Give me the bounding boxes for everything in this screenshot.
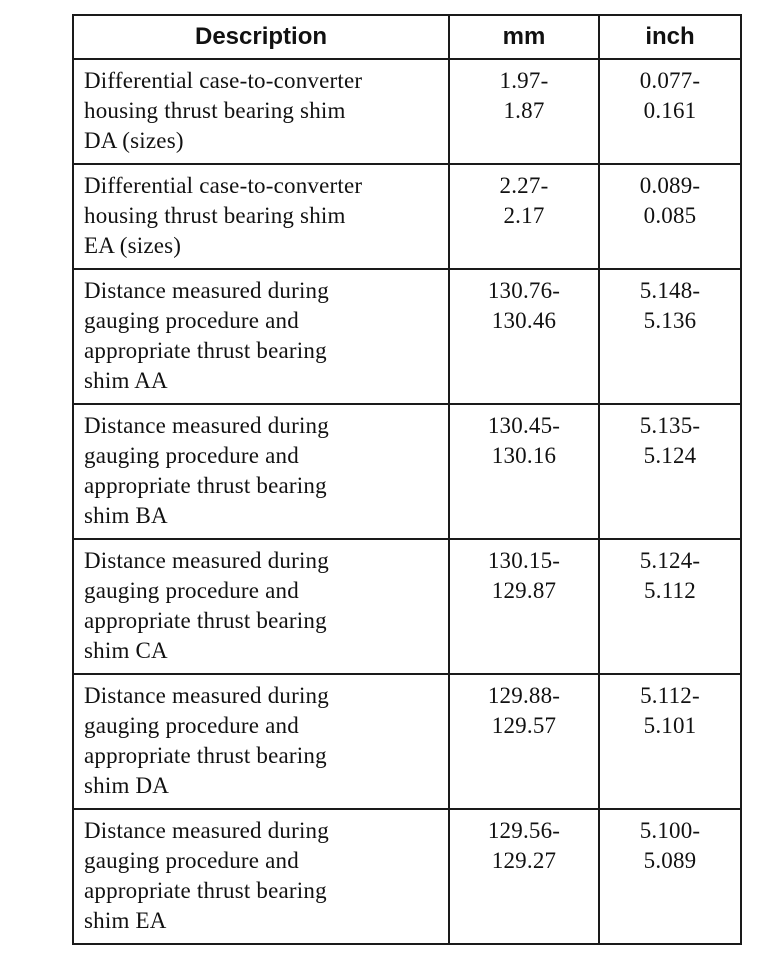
description-line: Distance measured during	[84, 413, 329, 438]
table-row	[73, 269, 741, 404]
inch-value-upper: 5.148-	[639, 278, 701, 303]
description-cell	[73, 164, 449, 269]
mm-cell	[449, 59, 599, 164]
specification-table	[72, 14, 742, 945]
inch-value-upper: 5.100-	[639, 818, 701, 843]
mm-value-lower: 130.16	[491, 443, 557, 468]
description-cell	[73, 539, 449, 674]
description-line: shim BA	[84, 503, 168, 528]
mm-value-upper: 130.15-	[487, 548, 561, 573]
inch-value-lower: 5.124	[643, 443, 697, 468]
description-line: gauging procedure and	[84, 848, 299, 873]
description-cell	[73, 809, 449, 944]
header-mm: mm	[449, 15, 599, 59]
mm-value-lower: 129.87	[491, 578, 557, 603]
mm-cell	[449, 404, 599, 539]
mm-value-lower: 129.27	[491, 848, 557, 873]
description-line: housing thrust bearing shim	[84, 203, 346, 228]
description-cell	[73, 269, 449, 404]
table-body	[73, 59, 741, 944]
table-header	[73, 15, 741, 59]
inch-value-lower: 0.085	[643, 203, 697, 228]
header-row	[73, 15, 741, 59]
description-line: shim AA	[84, 368, 168, 393]
description-line: gauging procedure and	[84, 578, 299, 603]
inch-value-upper: 0.077-	[639, 68, 701, 93]
table-row	[73, 404, 741, 539]
inch-cell	[599, 164, 741, 269]
inch-cell	[599, 404, 741, 539]
mm-value-upper: 2.27-	[499, 173, 549, 198]
description-line: DA (sizes)	[84, 128, 184, 153]
mm-value-lower: 2.17	[503, 203, 545, 228]
inch-value-lower: 5.112	[644, 578, 696, 603]
mm-value-upper: 129.56-	[487, 818, 561, 843]
mm-value-upper: 130.45-	[487, 413, 561, 438]
mm-cell	[449, 539, 599, 674]
description-line: Distance measured during	[84, 818, 329, 843]
mm-value-lower: 130.46	[491, 308, 557, 333]
inch-value-lower: 5.089	[643, 848, 697, 873]
description-line: shim EA	[84, 908, 167, 933]
table-row	[73, 59, 741, 164]
mm-cell	[449, 164, 599, 269]
mm-cell	[449, 674, 599, 809]
table-row	[73, 539, 741, 674]
description-line: gauging procedure and	[84, 308, 299, 333]
description-line: Differential case-to-converter	[84, 173, 363, 198]
inch-value-upper: 0.089-	[639, 173, 701, 198]
description-line: gauging procedure and	[84, 713, 299, 738]
inch-cell	[599, 59, 741, 164]
mm-value-lower: 1.87	[503, 98, 545, 123]
description-line: shim CA	[84, 638, 168, 663]
description-cell	[73, 59, 449, 164]
inch-value-upper: 5.112-	[640, 683, 700, 708]
table-row	[73, 809, 741, 944]
description-line: appropriate thrust bearing	[84, 608, 327, 633]
mm-cell	[449, 809, 599, 944]
header-description: Description	[73, 15, 449, 59]
inch-value-upper: 5.135-	[639, 413, 701, 438]
description-line: appropriate thrust bearing	[84, 743, 327, 768]
mm-value-upper: 1.97-	[499, 68, 549, 93]
description-line: gauging procedure and	[84, 443, 299, 468]
inch-value-lower: 5.136	[643, 308, 697, 333]
description-line: shim DA	[84, 773, 170, 798]
inch-cell	[599, 539, 741, 674]
mm-value-upper: 130.76-	[487, 278, 561, 303]
table-row	[73, 674, 741, 809]
table-row	[73, 164, 741, 269]
description-line: appropriate thrust bearing	[84, 878, 327, 903]
inch-cell	[599, 674, 741, 809]
inch-cell	[599, 809, 741, 944]
description-line: Distance measured during	[84, 683, 329, 708]
mm-value-lower: 129.57	[491, 713, 557, 738]
description-line: Differential case-to-converter	[84, 68, 363, 93]
inch-value-upper: 5.124-	[639, 548, 701, 573]
description-line: housing thrust bearing shim	[84, 98, 346, 123]
description-cell	[73, 404, 449, 539]
description-cell	[73, 674, 449, 809]
inch-value-lower: 0.161	[643, 98, 697, 123]
header-inch: inch	[599, 15, 741, 59]
mm-cell	[449, 269, 599, 404]
mm-value-upper: 129.88-	[487, 683, 561, 708]
inch-cell	[599, 269, 741, 404]
inch-value-lower: 5.101	[643, 713, 697, 738]
description-line: Distance measured during	[84, 548, 329, 573]
description-line: appropriate thrust bearing	[84, 338, 327, 363]
description-line: EA (sizes)	[84, 233, 182, 258]
description-line: appropriate thrust bearing	[84, 473, 327, 498]
description-line: Distance measured during	[84, 278, 329, 303]
